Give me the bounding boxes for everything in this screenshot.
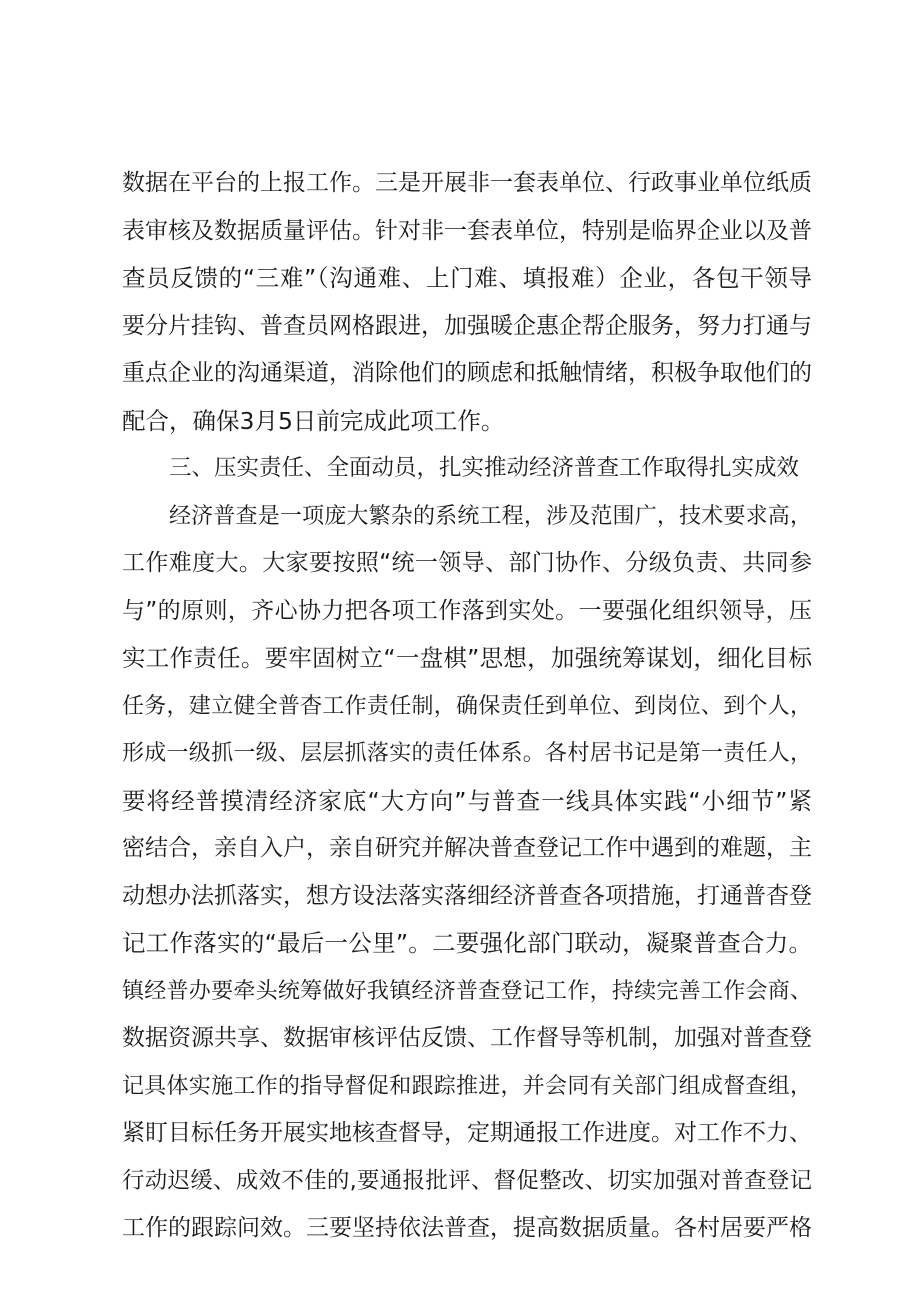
text-line: 记工作落实的“最后一公里”。二要强化部门联动，凝聚普查合力。 bbox=[122, 929, 812, 957]
text-line: 与”的原则，齐心协力把各项工作落到实处。一要强化组织领导，压 bbox=[122, 597, 812, 624]
text-line: 动想办法抓落实，想方设法落实落细经济普查各项措施，打通普杳登 bbox=[122, 882, 812, 909]
text-line: 重点企业的沟通渠道，消除他们的顾虑和抵触情绪，积极争取他们的 bbox=[122, 360, 812, 386]
text-line: 配合，确保3月5日前完成此项工作。 bbox=[122, 406, 505, 435]
text-line: 表审核及数据质量评估。针对非一套表单位，特别是临界企业以及普 bbox=[122, 217, 812, 244]
text-line: 任务，建立健全普杳工作责任制，确保责任到单位、到岗位、到个人， bbox=[122, 693, 812, 719]
text-line: 数据在平台的上报工作。三是开展非一套表单位、行政事业单位纸质 bbox=[122, 170, 812, 196]
text-line: 数据资源共享、数据审核评估反馈、工作督导等机制，加强对普查登 bbox=[122, 1025, 812, 1051]
text-line: 形成一级抓一级、层层抓落实的责任体系。各村居书记是第一责任人， bbox=[122, 741, 812, 766]
text-line: 紧盯目标任务开展实地核查督导，定期通报工作进度。对工作不力、 bbox=[122, 1120, 812, 1146]
text-line: 记具体实施工作的指导督促和跟踪推进，并会同有关部门组成督查组， bbox=[122, 1073, 812, 1099]
text-line: 要将经普摸清经济家底“大方向”与普查一线具体实践“小细节”紧 bbox=[122, 786, 812, 815]
paragraph-1 bbox=[122, 160, 812, 445]
text-line: 经济普查是一项庞大繁杂的系统工程，涉及范围广，技术要求高， bbox=[169, 503, 812, 529]
section-heading: 三、压实责任、全面动员，扎实推动经济普查工作取得扎实成效 bbox=[169, 455, 800, 481]
text-line: 工作难度大。大家要按照“统一领导、部门协作、分级负责、共同参 bbox=[122, 550, 812, 576]
text-line: 密结合，亲自入户，亲自研究并解决普查登记工作中遇到的难题，主 bbox=[122, 835, 812, 861]
document-body bbox=[122, 160, 812, 1253]
text-line: 镇经普办要牵头统筹做好我镇经济普查登记工作，持续完善工作会商、 bbox=[122, 978, 812, 1004]
text-line: 要分片挂钩、普查员网格跟进，加强暖企惠企帮企服务，努力打通与 bbox=[122, 312, 812, 339]
text-line: 查员反馈的“三难”（沟通难、上门难、填报难）企业，各包干领导 bbox=[122, 264, 812, 292]
text-line: 实工作责任。要牢固树立“一盘棋”思想，加强统筹谋划，细化目标 bbox=[122, 644, 812, 672]
text-line: 工作的跟踪问效。三要坚持依法普查，提高数据质量。各村居要严格 bbox=[122, 1215, 812, 1241]
paragraph-2 bbox=[122, 493, 812, 1253]
text-line: 行动迟缓、成效不佳的,要通报批评、督促整改、切实加强对普查登记 bbox=[122, 1167, 812, 1194]
